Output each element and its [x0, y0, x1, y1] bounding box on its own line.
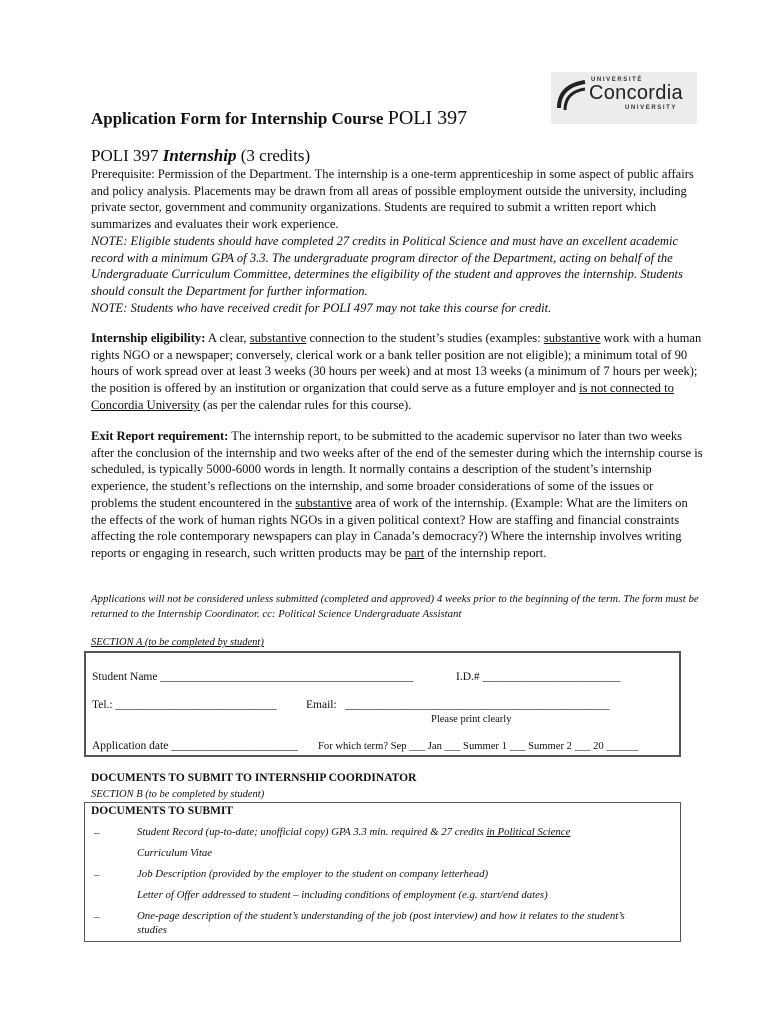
document-item-text: One-page description of the student’s understanding of the job (post interview) and how it relates to the student’s studies	[137, 910, 625, 936]
eligibility-label: Internship eligibility:	[91, 331, 206, 345]
term-field[interactable]: For which term? Sep ___ Jan ___ Summer 1 ___ Summer 2 ___ 20 ______	[318, 741, 639, 752]
eligibility-underline-1: substantive	[249, 331, 307, 345]
document-item-text: Curriculum Vitae	[137, 847, 213, 859]
student-id-field[interactable]: I.D.# ________________________	[456, 671, 621, 683]
document-item	[137, 825, 657, 839]
eligibility-underline-3: is not connected to Concordia University	[91, 381, 674, 412]
course-credits: (3 credits)	[240, 146, 311, 165]
credit-note: NOTE: Students who have received credit for POLI 497 may not take this course for credit.	[91, 300, 552, 315]
exit-underline-2: part	[404, 545, 425, 560]
document-item-underline: in Political Science	[486, 826, 571, 838]
section-b-label: SECTION B (to be completed by student)	[91, 789, 265, 800]
logo-universite: UNIVERSITÉ	[591, 77, 644, 83]
email-label: Email:	[306, 699, 337, 711]
exit-label: Exit Report requirement:	[91, 429, 229, 443]
form-title	[91, 107, 467, 130]
document-item	[137, 909, 657, 937]
exit-text-3: of the internship report.	[424, 545, 547, 560]
documents-subheading: DOCUMENTS TO SUBMIT	[91, 805, 234, 817]
tel-field[interactable]: Tel.: ____________________________	[92, 699, 277, 711]
form-title-prefix: Application Form for Internship Course	[91, 109, 384, 128]
prerequisite-text: Prerequisite: Permission of the Department. The internship is a one-term apprenticeship in some aspect of public affairs and policy analysis. Placements may be drawn from all areas of possible employment outside the university, including private sector, government and community organizations. Students are required to submit a written report which summarizes and evaluates their work experience.	[91, 167, 694, 232]
document-item-text: Student Record (up-to-date; unofficial copy) GPA 3.3 min. required & 27 credits	[137, 826, 487, 838]
exit-underline-1: substantive	[295, 495, 352, 510]
checkbox-line[interactable]: _	[94, 823, 100, 835]
student-name-field[interactable]: Student Name ____________________________________________	[92, 671, 414, 683]
eligibility-text-4: (as per the calendar rules for this course).	[199, 397, 412, 412]
concordia-logo-mark-icon	[555, 78, 589, 116]
checkbox-line[interactable]: _	[94, 907, 100, 919]
email-field[interactable]: ______________________________________________	[345, 699, 610, 711]
concordia-logo	[551, 72, 697, 124]
document-item-text: Job Description (provided by the employer to the student on company letterhead)	[137, 868, 489, 880]
course-name: Internship	[162, 146, 237, 165]
exit-text-1: The internship report, to be submitted to the academic supervisor no later than two weeks after the conclusion of the internship and two weeks after of the end of the semester during which the internship course is scheduled, is typically 5000-6000 words in length. It normally contains a description of the student’s internship experience, the student’s reflections on the internship, and some broader considerations of some of the issues or problems the student encountered in the	[91, 429, 703, 510]
document-item	[137, 867, 657, 881]
document-item-text: Letter of Offer addressed to student – including conditions of employment (e.g. start/end dates)	[137, 889, 548, 901]
documents-heading: DOCUMENTS TO SUBMIT TO INTERNSHIP COORDINATOR	[91, 772, 417, 784]
exit-report-requirement	[91, 428, 703, 562]
section-b-box	[84, 802, 681, 942]
applications-note: Applications will not be considered unless submitted (completed and approved) 4 weeks prior to the beginning of the term. The form must be returned to the Internship Coordinator. cc: Political Science Undergraduate Assistant	[91, 593, 699, 620]
internship-eligibility	[91, 330, 703, 414]
eligibility-underline-2: substantive	[543, 331, 601, 345]
course-description	[91, 166, 703, 316]
logo-concordia: Concordia	[589, 82, 683, 104]
eligibility-text-2: connection to the student’s studies (examples:	[306, 331, 544, 345]
application-date-field[interactable]: Application date ______________________	[92, 740, 298, 752]
section-a-label: SECTION A (to be completed by student)	[91, 637, 264, 648]
eligibility-text-3: work with a human rights NGO or a newspaper; conversely, clerical work or a bank teller position are not eligible); a minimum total of 90 hours of work spread over at least 3 weeks (30 hours per week) and at most 13 weeks (a minimum of 7 hours per week); the position is offered by an institution or organization that could serve as a future employer and	[91, 331, 702, 396]
eligibility-note: NOTE: Eligible students should have completed 27 credits in Political Science and must have an excellent academic record with a minimum GPA of 3.3. The undergraduate program director of the Department, acting on behalf of the Undergraduate Curriculum Committee, determines the eligibility of the student and approves the internship. Students should consult the Department for further information.	[91, 233, 683, 298]
course-heading	[91, 146, 310, 166]
checkbox-line[interactable]: _	[94, 865, 100, 877]
logo-university: UNIVERSITY	[625, 105, 678, 111]
course-code: POLI 397	[91, 146, 159, 165]
eligibility-text-1: A clear,	[205, 331, 250, 345]
form-title-course: POLI 397	[387, 107, 468, 129]
section-a-box	[84, 651, 681, 757]
exit-text-2: area of work of the internship. (Example: What are the limiters on the effects of the work of human rights NGOs in a given political context? How are staffing and financial constraints affecting the role contemporary newspapers can play in Canada’s democracy?) Where the internship involves writing reports or engaging in research, such written products may be	[91, 495, 688, 560]
document-item	[137, 846, 657, 860]
document-item	[137, 888, 657, 902]
print-hint: Please print clearly	[431, 714, 512, 725]
